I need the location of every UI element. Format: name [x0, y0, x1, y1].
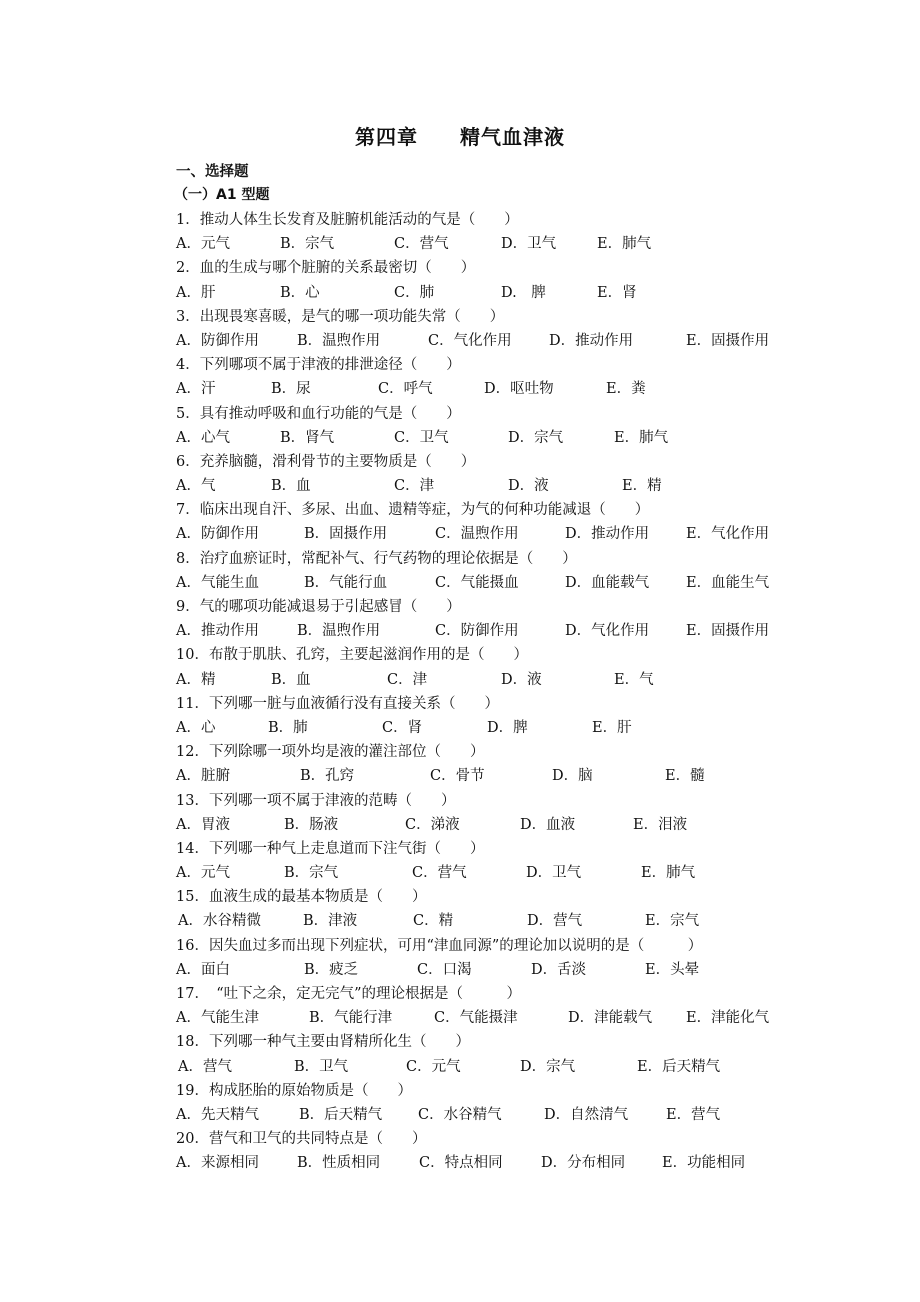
option-c: C．津 [387, 671, 428, 688]
option-b: B．疲乏 [304, 961, 359, 978]
option-d: D．脾 [487, 719, 528, 736]
option-d: D．营气 [527, 913, 583, 930]
question-stem: 15．血液生成的最基本物质是（ ） [176, 889, 427, 906]
question-stem: 2．血的生成与哪个脏腑的关系最密切（ ） [176, 260, 476, 277]
option-b: B．宗气 [280, 236, 335, 253]
question-stem: 19．构成胚胎的原始物质是（ ） [176, 1082, 412, 1099]
question-options [176, 1006, 796, 1030]
option-a: A．心 [176, 719, 216, 736]
option-e: E．粪 [606, 381, 646, 398]
section-heading: 一、选择题 [176, 164, 249, 180]
option-b: B．津液 [303, 913, 358, 930]
option-b: B．血 [271, 671, 311, 688]
option-b: B．孔窍 [300, 768, 355, 785]
question-options [176, 474, 796, 498]
option-b: B．心 [280, 284, 320, 301]
option-d: D. 脾 [501, 284, 546, 301]
question-stem: 13．下列哪一项不属于津液的范畴（ ） [176, 792, 456, 809]
option-a: A．精 [176, 671, 216, 688]
question-options [176, 861, 796, 885]
option-b: B．后天精气 [299, 1106, 383, 1123]
option-b: B．肠液 [284, 816, 339, 833]
option-a: A．来源相同 [176, 1155, 259, 1172]
option-d: D．气化作用 [565, 623, 650, 640]
option-a: A．防御作用 [176, 332, 259, 349]
option-c: C．水谷精气 [418, 1106, 502, 1123]
option-a: A．元气 [176, 865, 230, 882]
question-stem: 5．具有推动呼吸和血行功能的气是（ ） [176, 405, 461, 422]
question-stem: 12．下列除哪一项外均是液的灌注部位（ ） [176, 744, 485, 761]
option-a: A．气能生津 [176, 1010, 259, 1027]
question-stem: 17． “吐下之余，定无完气”的理论根据是（ ） [176, 986, 522, 1002]
option-e: E．气 [614, 671, 654, 688]
question-options [176, 426, 796, 450]
question-options [176, 281, 796, 305]
option-e: E．气化作用 [686, 526, 770, 543]
option-d: D．血液 [520, 816, 576, 833]
question-stem: 18．下列哪一种气主要由肾精所化生（ ） [176, 1034, 470, 1051]
option-c: C．温煦作用 [435, 526, 519, 543]
subsection-heading: （一）A1 型题 [174, 187, 270, 203]
question-options [176, 571, 796, 595]
option-a: A．气 [176, 478, 216, 495]
question-stem: 11．下列哪一脏与血液循行没有直接关系（ ） [176, 695, 499, 712]
option-e: E．肺气 [641, 865, 696, 882]
question-stem: 10．布散于肌肤、孔窍，主要起滋润作用的是（ ） [176, 647, 528, 664]
question-options [176, 329, 796, 353]
option-a: A．元气 [176, 236, 230, 253]
option-d: D．卫气 [526, 865, 582, 882]
option-a: A．肝 [176, 284, 216, 301]
question-stem: 20．营气和卫气的共同特点是（ ） [176, 1131, 427, 1148]
question-stem: 9．气的哪项功能减退易于引起感冒（ ） [176, 599, 461, 615]
option-a: A．推动作用 [176, 623, 259, 640]
question-options [176, 764, 796, 788]
option-d: D．宗气 [508, 429, 564, 446]
option-c: C．卫气 [394, 429, 449, 446]
option-e: E．固摄作用 [686, 623, 770, 640]
option-e: E．肺气 [597, 236, 652, 253]
option-d: D．宗气 [520, 1058, 576, 1075]
option-e: E．肺气 [614, 429, 669, 446]
option-b: B．宗气 [284, 865, 339, 882]
option-c: C．精 [413, 913, 454, 930]
option-d: D．舌淡 [531, 961, 587, 978]
option-d: D．液 [501, 671, 542, 688]
option-a: A．心气 [176, 429, 230, 446]
option-b: B．肺 [268, 719, 308, 736]
option-a: A．面白 [176, 961, 230, 978]
option-d: D．分布相同 [541, 1155, 626, 1172]
option-c: C．营气 [412, 865, 467, 882]
option-e: E．髓 [665, 768, 705, 785]
option-e: E．宗气 [645, 913, 700, 930]
option-d: D．推动作用 [549, 332, 634, 349]
question-stem: 4．下列哪项不属于津液的排泄途径（ ） [176, 357, 461, 374]
question-options [176, 716, 796, 740]
question-options [176, 377, 796, 401]
option-e: E．血能生气 [686, 574, 770, 591]
option-c: C．津 [394, 478, 435, 495]
option-c: C．气化作用 [428, 332, 512, 349]
option-d: D．卫气 [501, 236, 557, 253]
option-e: E．功能相同 [662, 1155, 746, 1172]
question-options [176, 522, 796, 546]
option-d: D．呕吐物 [484, 381, 554, 398]
option-a: A．水谷精微 [178, 913, 261, 930]
option-c: C．涕液 [405, 816, 460, 833]
option-a: A．先天精气 [176, 1106, 259, 1123]
option-c: C．呼气 [378, 381, 433, 398]
option-a: A．防御作用 [176, 526, 259, 543]
chapter-title: 第四章 精气血津液 [355, 125, 565, 149]
option-c: C．防御作用 [435, 623, 519, 640]
option-e: E．固摄作用 [686, 332, 770, 349]
question-stem: 1．推动人体生长发育及脏腑机能活动的气是（ ） [176, 212, 519, 228]
option-b: B．卫气 [294, 1058, 349, 1075]
option-b: B．肾气 [280, 429, 335, 446]
option-b: B．温煦作用 [297, 332, 381, 349]
option-a: A．汗 [176, 381, 216, 398]
option-b: B．尿 [271, 381, 311, 398]
option-a: A．营气 [178, 1058, 232, 1075]
option-c: C．肾 [382, 719, 423, 736]
option-e: E．津能化气 [686, 1010, 770, 1027]
question-options [176, 1103, 796, 1127]
option-b: B．温煦作用 [297, 623, 381, 640]
question-options [176, 668, 796, 692]
question-stem: 6．充养脑髓，滑利骨节的主要物质是（ ） [176, 453, 476, 470]
option-c: C．口渴 [417, 961, 472, 978]
option-e: E．营气 [666, 1106, 721, 1123]
option-c: C．特点相同 [419, 1155, 503, 1172]
option-e: E．精 [622, 478, 662, 495]
option-b: B．气能行血 [304, 574, 388, 591]
option-d: D．液 [508, 478, 549, 495]
option-e: E．泪液 [633, 816, 688, 833]
option-a: A．气能生血 [176, 574, 259, 591]
question-stem: 16．因失血过多而出现下列症状，可用“津血同源”的理论加以说明的是（ ） [176, 937, 703, 954]
option-d: D．自然清气 [544, 1106, 629, 1123]
option-d: D．脑 [552, 768, 593, 785]
question-stem: 8．治疗血瘀证时，常配补气、行气药物的理论依据是（ ） [176, 550, 577, 567]
option-d: D．血能载气 [565, 574, 650, 591]
option-c: C．气能摄血 [435, 574, 519, 591]
option-b: B．血 [271, 478, 311, 495]
question-stem: 14．下列哪一种气上走息道而下注气街（ ） [176, 840, 485, 857]
question-options [176, 909, 796, 933]
question-options [176, 619, 796, 643]
option-c: C．营气 [394, 236, 449, 253]
question-options [176, 958, 796, 982]
question-options [176, 1151, 796, 1175]
option-c: C．气能摄津 [434, 1010, 518, 1027]
option-c: C．元气 [406, 1058, 461, 1075]
option-b: B．气能行津 [309, 1010, 393, 1027]
question-options [176, 1055, 796, 1079]
option-b: B．性质相同 [297, 1155, 381, 1172]
option-c: C．骨节 [430, 768, 485, 785]
question-list [176, 208, 796, 1176]
question-options [176, 232, 796, 256]
question-stem: 7．临床出现自汗、多尿、出血、遗精等症，为气的何种功能减退（ ） [176, 502, 650, 519]
option-b: B．固摄作用 [304, 526, 388, 543]
option-e: E．头晕 [645, 961, 700, 978]
option-d: D．津能载气 [568, 1010, 653, 1027]
question-options [176, 813, 796, 837]
option-a: A．脏腑 [176, 768, 230, 785]
option-d: D．推动作用 [565, 526, 650, 543]
option-e: E．肾 [597, 284, 637, 301]
option-e: E．肝 [592, 719, 632, 736]
option-e: E．后天精气 [637, 1058, 721, 1075]
option-c: C．肺 [394, 284, 435, 301]
option-a: A．胃液 [176, 816, 230, 833]
question-stem: 3．出现畏寒喜暖，是气的哪一项功能失常（ ） [176, 308, 505, 325]
